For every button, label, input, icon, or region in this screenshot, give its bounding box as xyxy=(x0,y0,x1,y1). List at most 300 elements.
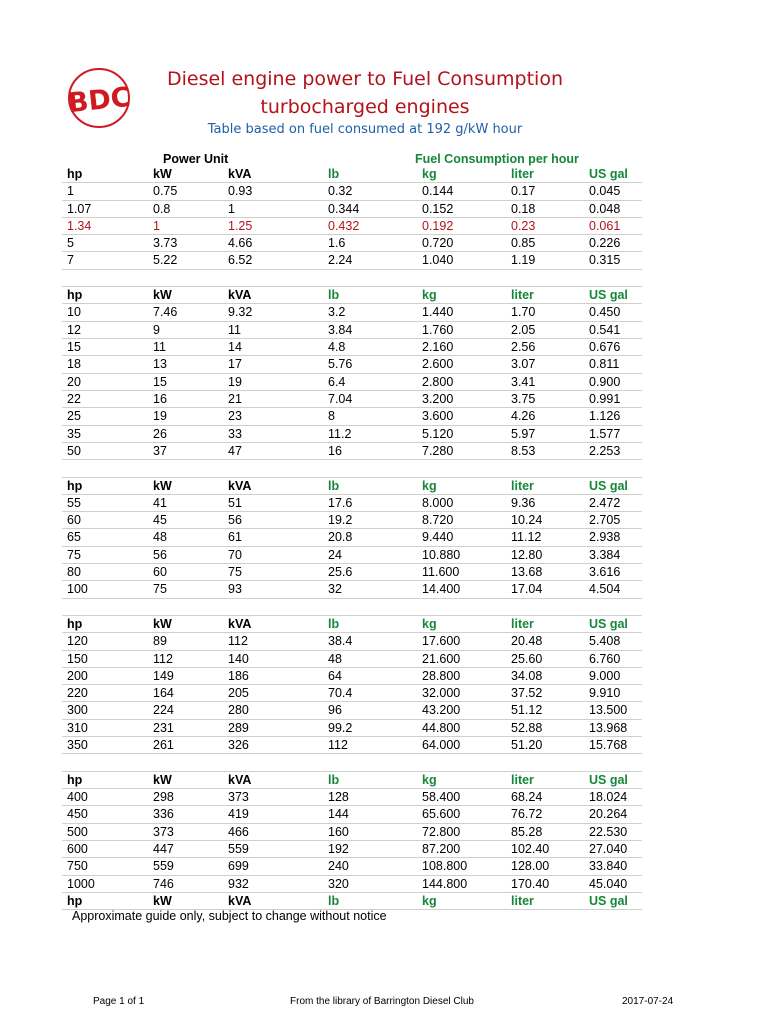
table-cell: 11.600 xyxy=(422,565,460,580)
table-cell: 6.4 xyxy=(328,374,346,389)
table-cell: 336 xyxy=(153,807,174,822)
table-cell: 19 xyxy=(228,374,242,389)
table-cell: 25.60 xyxy=(511,651,543,666)
table-cell: 10.880 xyxy=(422,547,461,562)
column-header: kW xyxy=(153,893,172,908)
table-cell: 0.432 xyxy=(328,218,360,233)
table-cell: 7.04 xyxy=(328,391,353,406)
column-header: kW xyxy=(153,617,172,631)
table-cell: 450 xyxy=(67,807,88,822)
table-header-row xyxy=(62,478,642,495)
table-cell: 0.226 xyxy=(589,236,621,251)
table-row xyxy=(62,702,642,719)
table-cell: 80 xyxy=(67,565,81,580)
table-cell: 65.600 xyxy=(422,807,461,822)
table-cell: 205 xyxy=(228,686,249,701)
table-cell: 20.264 xyxy=(589,807,628,822)
table-cell: 750 xyxy=(67,859,88,874)
table-cell: 2.160 xyxy=(422,340,454,355)
column-header: kg xyxy=(422,772,437,787)
table-cell: 170.40 xyxy=(511,876,550,891)
page-title-line2: turbocharged engines xyxy=(260,96,470,118)
table-cell: 2.800 xyxy=(422,374,454,389)
column-header: liter xyxy=(511,167,534,181)
table-cell: 20.8 xyxy=(328,530,353,545)
table-row xyxy=(62,304,642,321)
table-cell: 1.34 xyxy=(67,218,92,233)
table-cell: 289 xyxy=(228,720,249,735)
table-cell: 51.20 xyxy=(511,738,543,753)
table-cell: 48 xyxy=(153,530,167,545)
table-cell: 89 xyxy=(153,634,167,649)
table-cell: 75 xyxy=(228,565,242,580)
table-cell: 13.68 xyxy=(511,565,543,580)
table-row xyxy=(62,339,642,356)
table-cell: 5.120 xyxy=(422,426,454,441)
table-cell: 56 xyxy=(153,547,167,562)
table-row xyxy=(62,495,642,512)
table-cell: 144.800 xyxy=(422,876,468,891)
table-cell: 24 xyxy=(328,547,342,562)
table-cell: 38.4 xyxy=(328,634,353,649)
table-cell: 13 xyxy=(153,357,167,372)
section-gap xyxy=(62,270,642,287)
table-header-row xyxy=(62,166,642,183)
table-header-row xyxy=(62,287,642,304)
table-cell: 8.000 xyxy=(422,495,454,510)
table-cell: 350 xyxy=(67,738,88,753)
table-cell: 99.2 xyxy=(328,720,353,735)
table-cell: 34.08 xyxy=(511,668,543,683)
table-cell: 1.70 xyxy=(511,305,536,320)
table-cell: 28.800 xyxy=(422,668,461,683)
table-cell: 0.32 xyxy=(328,184,353,199)
table-cell: 5.76 xyxy=(328,357,353,372)
fuel-consumption-label: Fuel Consumption per hour xyxy=(415,152,579,166)
table-row xyxy=(62,858,642,875)
table-cell: 160 xyxy=(328,824,349,839)
table-cell: 2.705 xyxy=(589,513,621,528)
table-row xyxy=(62,322,642,339)
table-cell: 7.280 xyxy=(422,443,454,458)
table-cell: 32.000 xyxy=(422,686,461,701)
table-cell: 0.75 xyxy=(153,184,178,199)
table-cell: 3.2 xyxy=(328,305,346,320)
table-cell: 2.472 xyxy=(589,495,621,510)
table-row xyxy=(62,876,642,893)
table-cell: 220 xyxy=(67,686,88,701)
table-cell: 144 xyxy=(328,807,349,822)
table-cell: 112 xyxy=(153,651,173,666)
column-header: hp xyxy=(67,478,83,493)
table-cell: 0.192 xyxy=(422,218,454,233)
table-cell: 87.200 xyxy=(422,841,461,856)
table-cell: 51 xyxy=(228,495,242,510)
table-cell: 500 xyxy=(67,824,88,839)
column-header: US gal xyxy=(589,893,628,908)
table-cell: 15.768 xyxy=(589,738,628,753)
table-row xyxy=(62,235,642,252)
column-header: hp xyxy=(67,167,83,181)
column-header: US gal xyxy=(589,478,628,493)
table-cell: 70 xyxy=(228,547,242,562)
table-cell: 0.315 xyxy=(589,253,621,268)
table-cell: 0.045 xyxy=(589,184,621,199)
table-cell: 5.22 xyxy=(153,253,178,268)
table-cell: 45 xyxy=(153,513,167,528)
table-cell: 10.24 xyxy=(511,513,543,528)
table-cell: 2.24 xyxy=(328,253,353,268)
table-cell: 140 xyxy=(228,651,249,666)
table-cell: 373 xyxy=(153,824,174,839)
column-header: US gal xyxy=(589,288,628,303)
table-cell: 3.84 xyxy=(328,322,353,337)
table-cell: 0.676 xyxy=(589,340,621,355)
table-cell: 1000 xyxy=(67,876,95,891)
table-cell: 33.840 xyxy=(589,859,628,874)
table-cell: 4.26 xyxy=(511,409,536,424)
table-cell: 932 xyxy=(228,876,249,891)
table-cell: 5 xyxy=(67,236,74,251)
table-row xyxy=(62,391,642,408)
table-row xyxy=(62,581,642,598)
bdc-logo xyxy=(66,66,132,130)
table-cell: 85.28 xyxy=(511,824,543,839)
column-header: kVA xyxy=(228,617,252,631)
bdc-logo-text: BDC xyxy=(66,81,132,120)
table-cell: 48 xyxy=(328,651,342,666)
table-cell: 17.04 xyxy=(511,582,543,597)
table-row xyxy=(62,806,642,823)
table-cell: 2.253 xyxy=(589,443,621,458)
column-header: kW xyxy=(153,772,172,787)
table-cell: 50 xyxy=(67,443,81,458)
table-cell: 559 xyxy=(228,841,249,856)
table-cell: 3.616 xyxy=(589,565,621,580)
table-cell: 108.800 xyxy=(422,859,468,874)
table-cell: 699 xyxy=(228,859,249,874)
table-cell: 17.600 xyxy=(422,634,461,649)
table-cell: 3.75 xyxy=(511,391,536,406)
table-cell: 32 xyxy=(328,582,342,597)
section-gap xyxy=(62,460,642,477)
column-header: kg xyxy=(422,893,437,908)
table-cell: 300 xyxy=(67,703,88,718)
table-cell: 8 xyxy=(328,409,335,424)
table-row xyxy=(62,789,642,806)
table-cell: 1 xyxy=(228,201,235,216)
table-row xyxy=(62,512,642,529)
table-cell: 466 xyxy=(228,824,249,839)
table-cell: 0.152 xyxy=(422,201,454,216)
table-cell: 7.46 xyxy=(153,305,178,320)
column-header: hp xyxy=(67,617,83,631)
table-cell: 13.500 xyxy=(589,703,628,718)
table-row xyxy=(62,564,642,581)
table-cell: 22.530 xyxy=(589,824,628,839)
table-row xyxy=(62,426,642,443)
column-header: kVA xyxy=(228,167,252,181)
source-credit: From the library of Barrington Diesel Club xyxy=(290,996,474,1007)
table-cell: 8.53 xyxy=(511,443,536,458)
table-cell: 240 xyxy=(328,859,349,874)
table-cell: 1.07 xyxy=(67,201,92,216)
table-row xyxy=(62,408,642,425)
table-cell: 1.760 xyxy=(422,322,454,337)
table-cell: 0.048 xyxy=(589,201,621,216)
table-cell: 600 xyxy=(67,841,88,856)
table-cell: 21 xyxy=(228,391,242,406)
table-cell: 58.400 xyxy=(422,790,461,805)
table-row xyxy=(62,183,642,200)
table-row xyxy=(62,547,642,564)
table-cell: 14 xyxy=(228,340,242,355)
table-cell: 0.18 xyxy=(511,201,536,216)
table-cell: 4.66 xyxy=(228,236,253,251)
table-cell: 4.8 xyxy=(328,340,346,355)
table-row xyxy=(62,824,642,841)
table-cell: 150 xyxy=(67,651,88,666)
table-cell: 224 xyxy=(153,703,174,718)
column-header: lb xyxy=(328,893,340,908)
table-cell: 1.040 xyxy=(422,253,454,268)
table-header-row xyxy=(62,893,642,910)
table-cell: 1 xyxy=(67,184,74,199)
table-cell: 5.97 xyxy=(511,426,536,441)
table-cell: 51.12 xyxy=(511,703,543,718)
column-header: hp xyxy=(67,772,83,787)
column-header: kVA xyxy=(228,288,252,303)
table-cell: 112 xyxy=(228,634,248,649)
table-cell: 200 xyxy=(67,668,88,683)
table-cell: 18.024 xyxy=(589,790,628,805)
table-cell: 100 xyxy=(67,582,88,597)
table-cell: 298 xyxy=(153,790,174,805)
table-cell: 1.440 xyxy=(422,305,454,320)
table-cell: 3.200 xyxy=(422,391,454,406)
column-header: liter xyxy=(511,893,534,908)
table-cell: 1.6 xyxy=(328,236,346,251)
table-cell: 12 xyxy=(67,322,81,337)
table-header-row xyxy=(62,616,642,633)
table-row xyxy=(62,720,642,737)
table-row xyxy=(62,685,642,702)
table-cell: 149 xyxy=(153,668,174,683)
column-header: lb xyxy=(328,288,340,303)
table-cell: 192 xyxy=(328,841,349,856)
table-cell: 7 xyxy=(67,253,74,268)
table-cell: 0.23 xyxy=(511,218,536,233)
table-cell: 16 xyxy=(328,443,342,458)
table-cell: 3.41 xyxy=(511,374,536,389)
table-cell: 93 xyxy=(228,582,242,597)
footer-date: 2017-07-24 xyxy=(622,996,674,1007)
table-cell: 0.811 xyxy=(589,357,620,372)
column-header: kW xyxy=(153,288,172,303)
table-cell: 41 xyxy=(153,495,167,510)
table-cell: 0.720 xyxy=(422,236,454,251)
table-cell: 3.07 xyxy=(511,357,536,372)
table-cell: 25.6 xyxy=(328,565,353,580)
table-cell: 280 xyxy=(228,703,249,718)
column-header: liter xyxy=(511,617,534,631)
table-row xyxy=(62,529,642,546)
table-cell: 11.12 xyxy=(511,530,542,545)
table-cell: 11.2 xyxy=(328,426,352,441)
table-cell: 33 xyxy=(228,426,242,441)
table-cell: 9.32 xyxy=(228,305,253,320)
section-gap xyxy=(62,599,642,616)
table-row xyxy=(62,374,642,391)
table-row xyxy=(62,668,642,685)
column-header: lb xyxy=(328,617,340,631)
table-cell: 75 xyxy=(67,547,81,562)
column-header: liter xyxy=(511,772,534,787)
table-cell: 6.52 xyxy=(228,253,253,268)
column-header: kg xyxy=(422,478,437,493)
table-cell: 17.6 xyxy=(328,495,353,510)
table-cell: 14.400 xyxy=(422,582,461,597)
table-cell: 0.144 xyxy=(422,184,454,199)
table-cell: 2.56 xyxy=(511,340,536,355)
table-cell: 0.991 xyxy=(589,391,621,406)
table-cell: 4.504 xyxy=(589,582,621,597)
table-cell: 102.40 xyxy=(511,841,550,856)
table-cell: 0.541 xyxy=(589,322,621,337)
table-cell: 23 xyxy=(228,409,242,424)
table-cell: 26 xyxy=(153,426,167,441)
table-cell: 13.968 xyxy=(589,720,628,735)
table-cell: 9.000 xyxy=(589,668,621,683)
table-row xyxy=(62,737,642,754)
table-cell: 231 xyxy=(153,720,174,735)
page-title: Diesel engine power to Fuel Consumption xyxy=(166,68,563,90)
table-cell: 746 xyxy=(153,876,174,891)
table-cell: 6.760 xyxy=(589,651,621,666)
table-cell: 19.2 xyxy=(328,513,353,528)
table-header-row xyxy=(62,772,642,789)
column-header: hp xyxy=(67,288,83,303)
table-cell: 1.19 xyxy=(511,253,536,268)
table-cell: 0.8 xyxy=(153,201,171,216)
table-cell: 9.440 xyxy=(422,530,454,545)
column-header: US gal xyxy=(589,772,628,787)
table-cell: 373 xyxy=(228,790,249,805)
table-cell: 0.85 xyxy=(511,236,536,251)
column-header: lb xyxy=(328,478,340,493)
table-cell: 8.720 xyxy=(422,513,454,528)
table-cell: 9.910 xyxy=(589,686,621,701)
table-cell: 55 xyxy=(67,495,81,510)
table-cell: 15 xyxy=(67,340,81,355)
table-cell: 61 xyxy=(228,530,242,545)
table-cell: 44.800 xyxy=(422,720,461,735)
table-cell: 310 xyxy=(67,720,88,735)
table-cell: 0.93 xyxy=(228,184,253,199)
table-cell: 12.80 xyxy=(511,547,543,562)
table-row xyxy=(62,633,642,650)
table-cell: 60 xyxy=(67,513,81,528)
column-header: liter xyxy=(511,288,534,303)
column-header: lb xyxy=(328,167,340,181)
table-cell: 2.600 xyxy=(422,357,454,372)
table-cell: 128 xyxy=(328,790,349,805)
table-cell: 75 xyxy=(153,582,167,597)
table-cell: 164 xyxy=(153,686,174,701)
table-cell: 65 xyxy=(67,530,81,545)
table-cell: 20.48 xyxy=(511,634,543,649)
table-cell: 128.00 xyxy=(511,859,550,874)
table-cell: 1.577 xyxy=(589,426,621,441)
table-cell: 20 xyxy=(67,374,81,389)
table-cell: 43.200 xyxy=(422,703,461,718)
column-header: kW xyxy=(153,478,172,493)
table-cell: 447 xyxy=(153,841,174,856)
fuel-consumption-table xyxy=(62,166,642,910)
table-cell: 2.938 xyxy=(589,530,621,545)
table-cell: 22 xyxy=(67,391,81,406)
table-row xyxy=(62,356,642,373)
table-cell: 47 xyxy=(228,443,242,458)
table-cell: 1 xyxy=(153,218,160,233)
disclaimer-note: Approximate guide only, subject to change without notice xyxy=(72,909,387,923)
table-cell: 16 xyxy=(153,391,167,406)
table-row xyxy=(62,218,642,235)
table-cell: 3.384 xyxy=(589,547,621,562)
table-cell: 186 xyxy=(228,668,249,683)
table-cell: 21.600 xyxy=(422,651,461,666)
table-cell: 0.344 xyxy=(328,201,360,216)
column-header: US gal xyxy=(589,617,628,631)
column-header: lb xyxy=(328,772,340,787)
table-cell: 1.126 xyxy=(589,409,621,424)
column-header: hp xyxy=(67,893,83,908)
table-cell: 25 xyxy=(67,409,81,424)
column-header: kVA xyxy=(228,478,252,493)
table-cell: 27.040 xyxy=(589,841,628,856)
table-cell: 72.800 xyxy=(422,824,461,839)
page-number: Page 1 of 1 xyxy=(93,996,145,1007)
table-row xyxy=(62,651,642,668)
table-cell: 5.408 xyxy=(589,634,621,649)
power-unit-label: Power Unit xyxy=(163,152,229,166)
table-cell: 120 xyxy=(67,634,88,649)
section-gap xyxy=(62,754,642,771)
column-header: kg xyxy=(422,167,437,181)
column-header: kVA xyxy=(228,893,252,908)
table-row xyxy=(62,443,642,460)
column-header: kVA xyxy=(228,772,252,787)
table-cell: 2.05 xyxy=(511,322,536,337)
table-row xyxy=(62,201,642,218)
table-cell: 52.88 xyxy=(511,720,543,735)
table-cell: 70.4 xyxy=(328,686,353,701)
table-cell: 37.52 xyxy=(511,686,543,701)
table-cell: 0.17 xyxy=(511,184,536,199)
table-cell: 400 xyxy=(67,790,88,805)
table-cell: 261 xyxy=(153,738,174,753)
table-cell: 60 xyxy=(153,565,167,580)
column-header: kW xyxy=(153,167,172,181)
table-cell: 9.36 xyxy=(511,495,536,510)
table-cell: 112 xyxy=(328,738,348,753)
page-subtitle: Table based on fuel consumed at 192 g/kW hour xyxy=(207,122,523,137)
table-cell: 76.72 xyxy=(511,807,543,822)
table-cell: 559 xyxy=(153,859,174,874)
table-cell: 18 xyxy=(67,357,81,372)
table-row xyxy=(62,252,642,269)
table-cell: 320 xyxy=(328,876,349,891)
